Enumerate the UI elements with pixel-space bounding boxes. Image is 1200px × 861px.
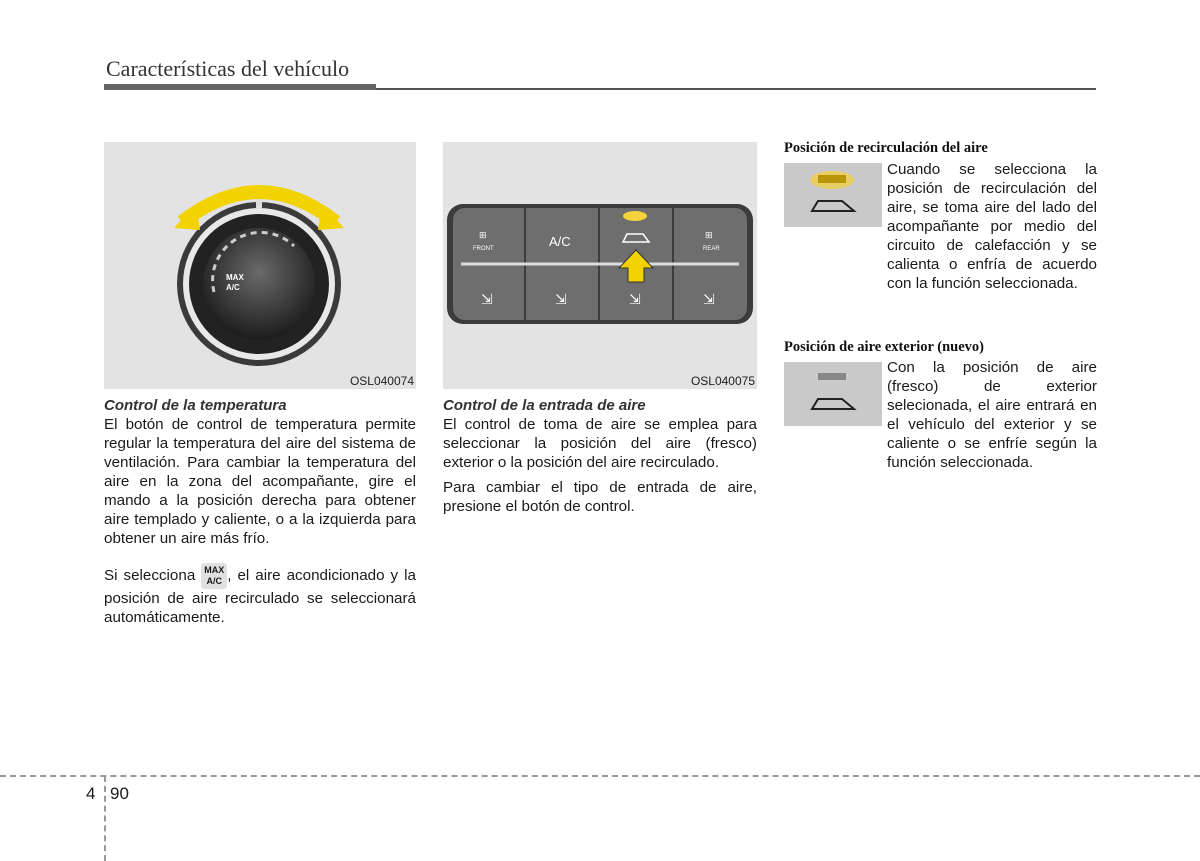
air-intake-panel-illustration [443, 142, 757, 389]
svg-text:⇲: ⇲ [481, 291, 493, 307]
recirculation-text: Cuando se selecciona la posición de recirculación del aire, se toma aire del lado del acompañante por medio del circuito de calefacción y se calienta o enfría de acuerdo con la función seleccionada. [887, 161, 1097, 292]
chapter-number: 4 [86, 784, 96, 803]
svg-text:⇲: ⇲ [703, 291, 715, 307]
air-intake-paragraph-1: El control de toma de aire se emplea para seleccionar la posición del aire (fresco) exterior o la posición del aire recirculado. [443, 416, 757, 471]
temperature-knob-figure [104, 142, 416, 389]
svg-text:⊞: ⊞ [479, 230, 487, 240]
figure-code: OSL040074 [349, 374, 414, 388]
outside-air-indicator-image [784, 362, 882, 426]
temperature-caption: Control de la temperatura [104, 397, 287, 414]
footer-divider [0, 775, 1200, 777]
recirculation-heading: Posición de recirculación del aire [784, 140, 988, 156]
air-intake-panel-figure [443, 142, 757, 389]
front-label: FRONT [473, 246, 494, 252]
outside-air-text: Con la posición de aire (fresco) de exterior selecionada, el aire entrará en el vehículo del exterior y se caliente o se enfríe según la función seleccionada. [887, 359, 1097, 471]
footer-vertical-divider [104, 776, 106, 861]
figure-code: OSL040075 [690, 374, 755, 388]
recirculation-indicator-image [784, 163, 882, 227]
knob-ac-label: A/C [226, 283, 240, 292]
outside-air-heading: Posición de aire exterior (nuevo) [784, 339, 985, 355]
page-number: 90 [110, 784, 129, 803]
max-ac-icon: MAX A/C [201, 563, 227, 589]
max-ac-text-before: Si selecciona [104, 567, 196, 585]
temperature-section [104, 396, 416, 627]
page-title: Características del vehículo [106, 56, 350, 81]
ac-label: A/C [549, 234, 571, 249]
air-intake-caption: Control de la entrada de aire [443, 397, 646, 414]
air-intake-section [443, 396, 757, 516]
max-ac-text-after: , el aire acondicionado y la posición de aire recirculado se seleccionará automáticamente. [104, 567, 416, 626]
svg-text:⇲: ⇲ [555, 291, 567, 307]
header-rule [104, 84, 376, 90]
svg-text:⊞: ⊞ [705, 230, 713, 240]
max-ac-paragraph [104, 563, 416, 627]
header-rule-thin [376, 88, 1096, 90]
knob-max-label: MAX [226, 273, 244, 282]
temperature-paragraph: El botón de control de temperatura permite regular la temperatura del aire del sistema de ventilación. Para cambiar la temperatura del aire en la zona del acompañante, gire el mando a la posición derecha para obtener aire templado y caliente, o a la izquierda para obtener un aire más frío. [104, 416, 416, 547]
svg-text:⇲: ⇲ [629, 291, 641, 307]
rear-label: REAR [703, 246, 720, 252]
air-intake-paragraph-2: Para cambiar el tipo de entrada de aire, presione el botón de control. [443, 479, 757, 515]
temperature-knob-illustration [104, 142, 416, 389]
